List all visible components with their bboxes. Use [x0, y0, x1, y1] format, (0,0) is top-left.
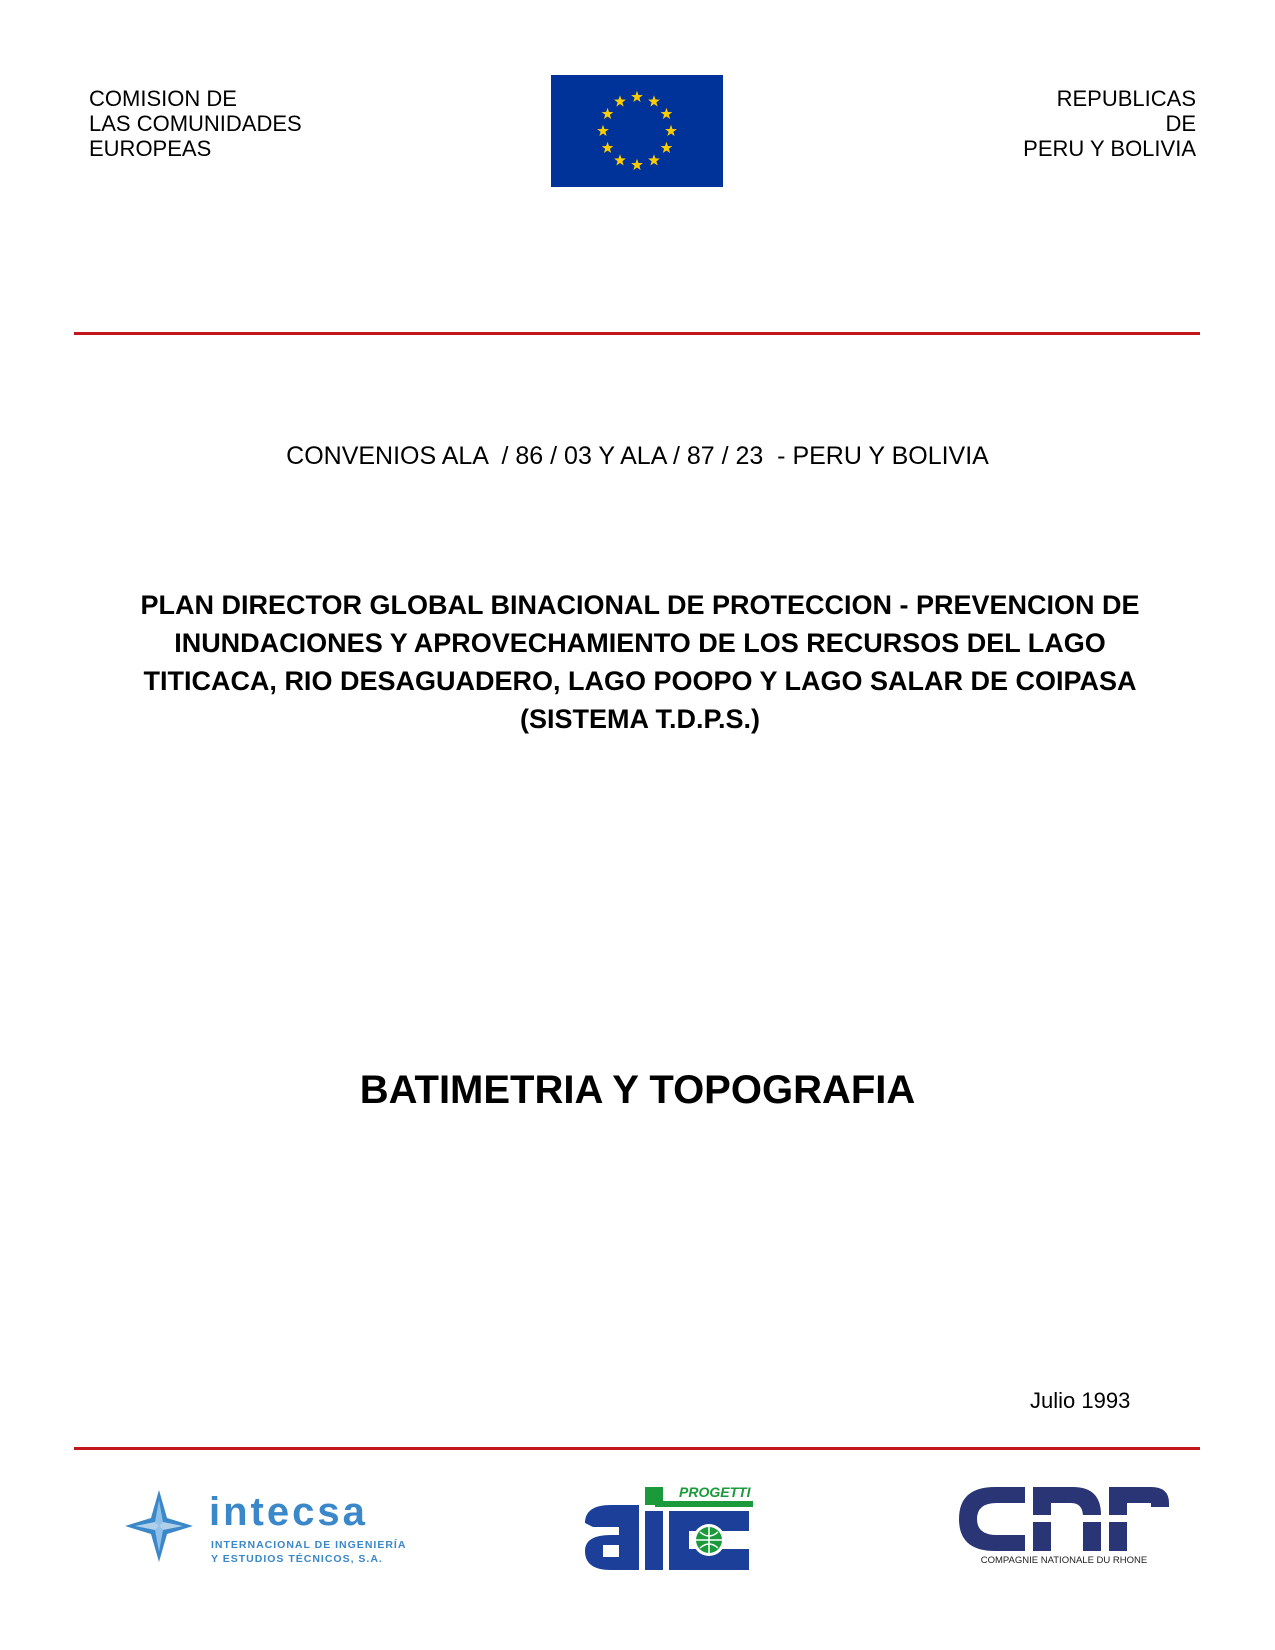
issuer-left-line: COMISION DE	[89, 86, 237, 111]
intecsa-tagline	[211, 1538, 406, 1566]
issuer-right-line: PERU Y BOLIVIA	[1023, 136, 1196, 161]
agreement-reference: CONVENIOS ALA / 86 / 03 Y ALA / 87 / 23 - PERU Y BOLIVIA	[286, 442, 989, 470]
cnr-logo-mark	[955, 1485, 1173, 1553]
aic-progetti-label: PROGETTI	[679, 1484, 751, 1500]
top-divider	[74, 332, 1200, 335]
intecsa-tagline-line: Y ESTUDIOS TÉCNICOS, S.A.	[211, 1553, 383, 1565]
cnr-logo	[955, 1485, 1173, 1575]
issuer-right	[1023, 86, 1196, 161]
intecsa-compass-icon	[125, 1490, 193, 1562]
issuer-left	[89, 86, 302, 161]
intecsa-wordmark: intecsa	[209, 1490, 368, 1534]
issuer-left-line: LAS COMUNIDADES	[89, 111, 302, 136]
cnr-subtitle: COMPAGNIE NATIONALE DU RHONE	[980, 1555, 1148, 1566]
bottom-divider	[74, 1447, 1200, 1450]
aic-progetti-logo	[581, 1483, 753, 1570]
intecsa-logo	[125, 1490, 425, 1570]
plan-title	[70, 586, 1210, 738]
intecsa-tagline-line: INTERNACIONAL DE INGENIERÍA	[211, 1539, 407, 1551]
issuer-right-line: DE	[1165, 111, 1196, 136]
plan-title-line: (SISTEMA T.D.P.S.)	[519, 704, 761, 734]
issuer-right-line: REPUBLICAS	[1056, 86, 1196, 111]
plan-title-line: TITICACA, RIO DESAGUADERO, LAGO POOPO Y LAGO SALAR DE COIPASA	[143, 666, 1137, 696]
plan-title-line: INUNDACIONES Y APROVECHAMIENTO DE LOS RECURSOS DEL LAGO	[174, 628, 1106, 658]
issuer-left-line: EUROPEAS	[89, 136, 212, 161]
eu-flag-icon	[551, 75, 723, 187]
document-date: Julio 1993	[1030, 1388, 1131, 1413]
document-title: BATIMETRIA Y TOPOGRAFIA	[359, 1068, 916, 1112]
plan-title-line: PLAN DIRECTOR GLOBAL BINACIONAL DE PROTECCION - PREVENCION DE	[140, 590, 1140, 620]
